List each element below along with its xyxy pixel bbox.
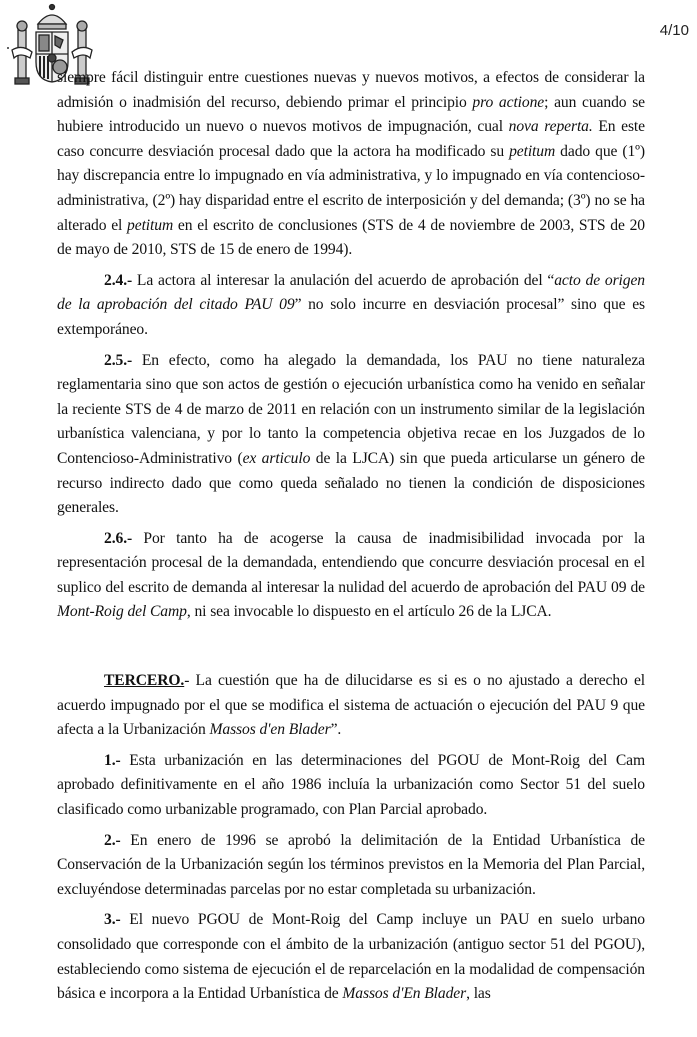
text: - La cuestión que ha de dilucidarse es si es o no ajustado a derecho el acuerdo impugnado por el que se modifica el sistema de actuación o ejecución del PAU 9 que afecta a la Urbanización (57, 672, 645, 739)
paragraph-2-6 (57, 527, 645, 625)
place-name: Mont-Roig del Camp (57, 603, 187, 621)
paragraph-2-4 (57, 269, 645, 343)
text: El nuevo PGOU de Mont-Roig del Camp incluye un PAU en suelo urbano consolidado que corresponde con el ámbito de la urbanización (antiguo sector 51 del PGOU), estableciendo como sistema de ejecución el de reparcelación en la modalidad de compensación básica e incorpora a la Entidad Urbanística de (57, 911, 645, 1003)
paragraph-2-5 (57, 349, 645, 521)
text: de la LJCA) sin que pueda articularse un género de recurso indirecto dado que como queda señalado no tienen la condición de disposiciones generales. (57, 449, 645, 517)
text: ; aun cuando se hubiere introducido un nuevo o nuevos motivos de impugnación, cual (57, 93, 645, 136)
paragraph-number: 3.- (104, 911, 121, 929)
paragraph-continued (57, 66, 645, 263)
page-number: 4/10 (659, 22, 689, 39)
text: Por tanto ha de acogerse la causa de inadmisibilidad invocada por la representación procesal de la demandada, entendiendo que concurre desviación procesal en el suplico del escrito de demanda al interesar la nulidad del acuerdo de aprobación del PAU 09 de (57, 529, 645, 596)
latin-term: petitum (509, 142, 556, 160)
paragraph-number: 2.- (104, 831, 121, 849)
paragraph-1 (57, 749, 645, 823)
text: dado que (1º) hay discrepancia entre lo impugnado en vía administrativa, y lo impugnado en vía contencioso-administrativa, (2º) hay disparidad entre el escrito de interposición y del demanda; (3º) no se ha alterado el (57, 142, 645, 234)
paragraph-number: 2.6.- (104, 529, 133, 547)
text: , ni sea invocable lo dispuesto en el artículo 26 de la LJCA. (186, 603, 552, 621)
place-name: Massos d'En Blader (342, 985, 467, 1003)
text: ”. (330, 721, 342, 739)
text: siempre fácil distinguir entre cuestiones nuevas y nuevos motivos, a efectos de considerar la admisión o inadmisión del recurso, debiendo primar el principio (57, 69, 645, 111)
section-heading: TERCERO. (104, 672, 185, 690)
paragraph-2 (57, 829, 645, 903)
paragraph-number: 2.5.- (104, 351, 133, 369)
text: en el escrito de conclusiones (STS de 4 de noviembre de 2003, STS de 20 de mayo de 2010, STS de 15 de enero de 1994). (57, 216, 645, 259)
latin-term: pro actione (472, 93, 545, 111)
quoted-text: acto de origen de la aprobación del citado PAU 09 (57, 271, 645, 314)
text: En este caso concurre desviación procesal dado que la actora ha modificado su (57, 118, 645, 160)
document-body (57, 66, 645, 1007)
text: En efecto, como ha alegado la demandada, los PAU no tiene naturaleza reglamentaria sino que son actos de gestión o ejecución urbanística como ha venido en señalar la reciente STS de 4 de marzo de 2011 en relación con un instrumento similar de la legislación urbanística valenciana, y por lo tanto la competencia objetiva recae en los Juzgados de lo Contencioso-Administrativo ( (57, 351, 645, 467)
latin-term: nova reperta. (508, 118, 593, 136)
paragraph-3 (57, 908, 645, 1006)
place-name: Massos d'en Blader (209, 721, 331, 739)
text: ” no solo incurre en desviación procesal” sino que es extemporáneo. (57, 296, 645, 338)
text: , las (466, 985, 491, 1003)
text: En enero de 1996 se aprobó la delimitación de la Entidad Urbanística de Conservación de la Urbanización según los términos previstos en la Memoria del Plan Parcial, excluyéndose determinadas parcelas por no estar completada su urbanización. (57, 831, 645, 898)
paragraph-number: 1.- (104, 751, 121, 769)
paragraph-number: 2.4.- (104, 271, 133, 289)
text: La actora al interesar la anulación del acuerdo de aprobación del “ (132, 271, 555, 289)
latin-term: petitum (127, 216, 174, 234)
text: Esta urbanización en las determinaciones del PGOU de Mont-Roig del Cam aprobado definitivamente en el año 1986 incluía la urbanización como Sector 51 del suelo clasificado como urbanizable programado, con Plan Parcial aprobado. (57, 751, 645, 819)
section-tercero (57, 669, 645, 743)
latin-term: ex articulo (242, 449, 311, 467)
